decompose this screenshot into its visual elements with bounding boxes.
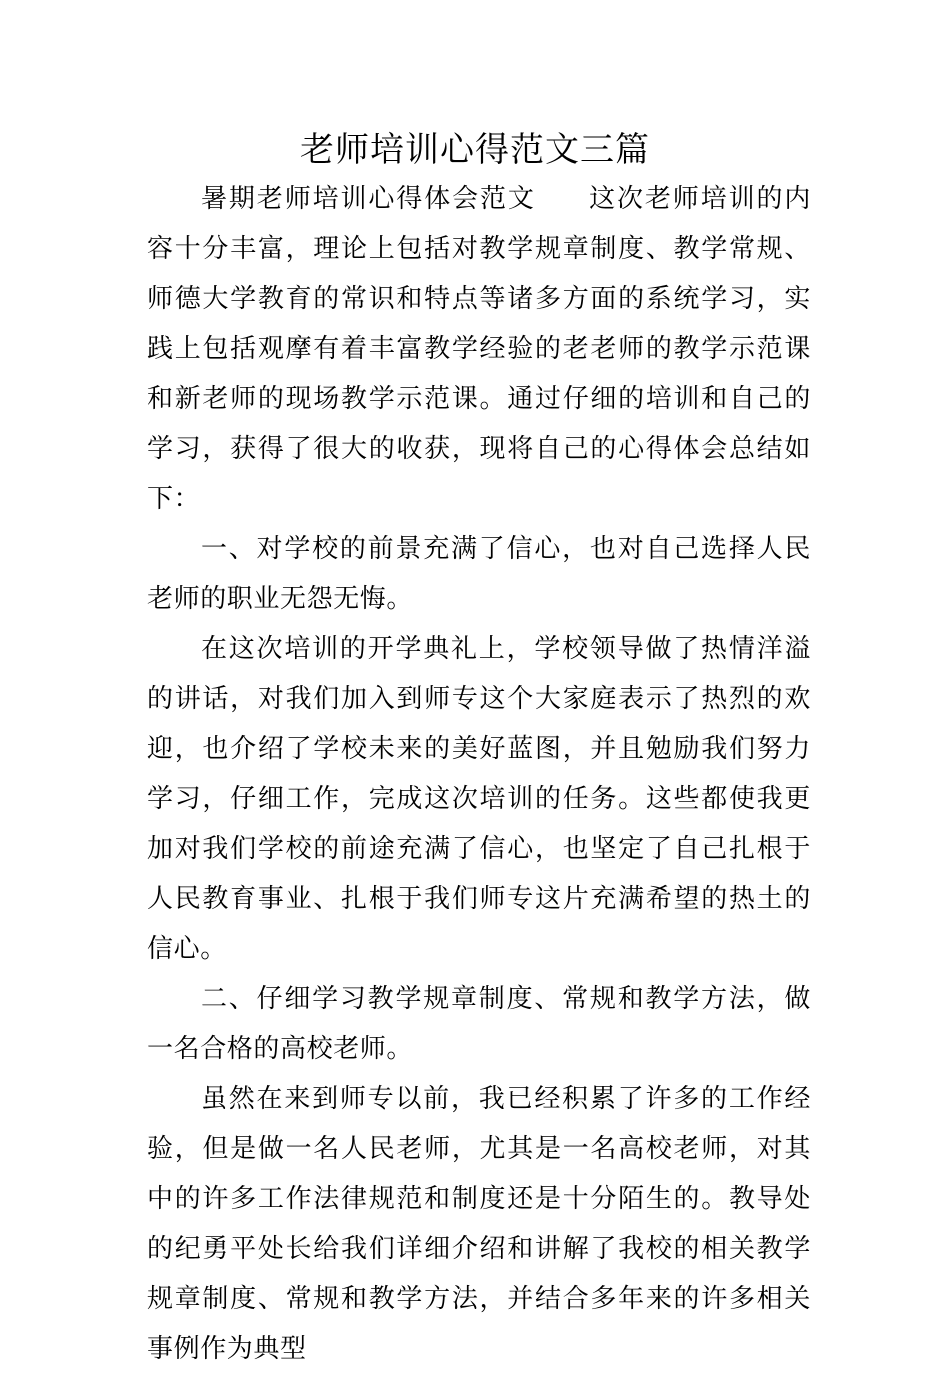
document-title: 老师培训心得范文三篇 — [300, 130, 650, 170]
paragraph: 在这次培训的开学典礼上，学校领导做了热情洋溢的讲话，对我们加入到师专这个大家庭表示了热烈的欢迎，也介绍了学校未来的美好蓝图，并且勉励我们努力学习，仔细工作，完成这次培训的任务。这些都使我更加对我们学校的前途充满了信心，也坚定了自己扎根于人民教育事业、扎根于我们师专这片充满希望的热土的信心。 — [147, 634, 811, 964]
paragraph: 虽然在来到师专以前，我已经积累了许多的工作经验，但是做一名人民老师，尤其是一名高校老师，对其中的许多工作法律规范和制度还是十分陌生的。教导处的纪勇平处长给我们详细介绍和讲解了我校的相关教学规章制度、常规和教学方法，并结合多年来的许多相关事例作为典型 — [147, 1084, 811, 1364]
intro-heading: 暑期老师培训心得体会范文 — [201, 184, 536, 214]
paragraph-point-two: 二、仔细学习教学规章制度、常规和教学方法，做一名合格的高校老师。 — [147, 984, 811, 1064]
paragraph-text: 这次老师培训的内容十分丰富，理论上包括对教学规章制度、教学常规、师德大学教育的常识和特点等诸多方面的系统学习，实践上包括观摩有着丰富教学经验的老老师的教学示范课和新老师的现场教学示范课。通过仔细的培训和自己的学习，获得了很大的收获，现将自己的心得体会总结如下： — [147, 184, 811, 514]
paragraph-point-one: 一、对学校的前景充满了信心，也对自己选择人民老师的职业无怨无悔。 — [147, 534, 811, 614]
paragraph-intro — [147, 174, 811, 524]
document-body — [147, 174, 811, 1374]
